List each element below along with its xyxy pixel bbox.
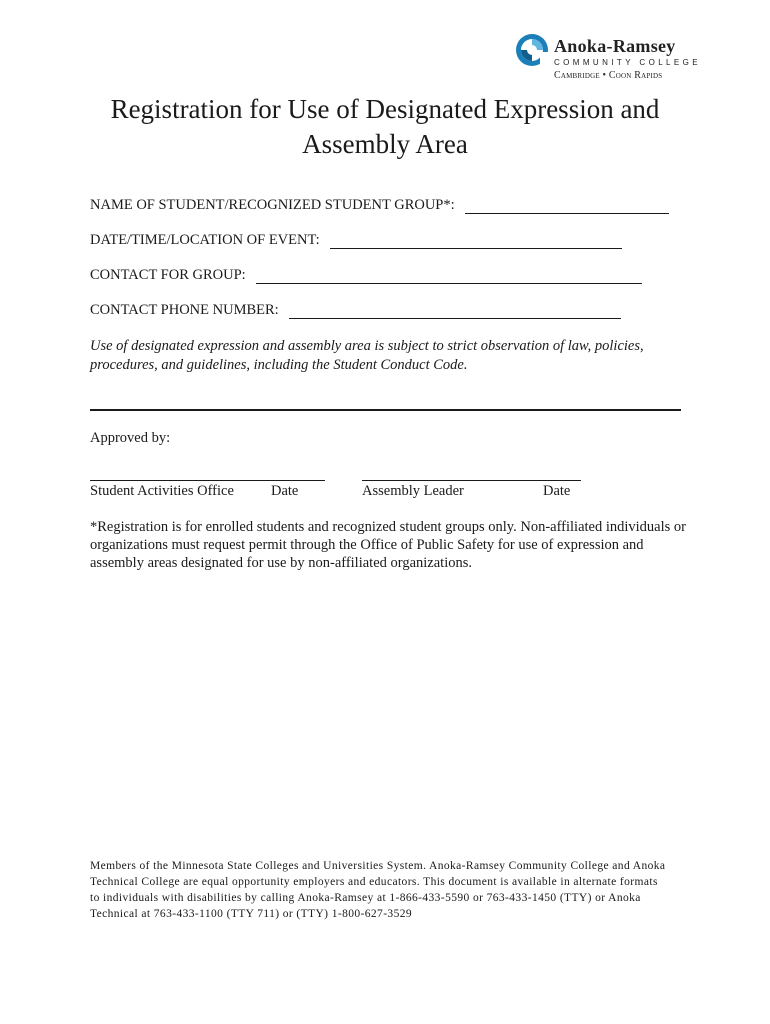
college-logo	[514, 30, 704, 86]
usage-notice: Use of designated expression and assembly area is subject to strict observation of law, policies, procedures, and guidelines, including the Student Conduct Code.	[90, 338, 644, 373]
phone-field-blank[interactable]	[289, 304, 621, 319]
signature-date-label-2: Date	[543, 483, 571, 499]
logo-subtitle: COMMUNITY COLLEGE	[554, 58, 701, 67]
section-divider	[90, 409, 681, 411]
college-logo-mark-icon	[514, 32, 550, 68]
contact-field-label: CONTACT FOR GROUP:	[90, 267, 246, 283]
contact-field	[90, 267, 642, 284]
title-line-2: Assembly Area	[302, 129, 468, 159]
logo-campuses: Cambridge • Coon Rapids	[554, 70, 663, 81]
event-field-label: DATE/TIME/LOCATION OF EVENT:	[90, 232, 320, 248]
event-field	[90, 232, 622, 249]
page-footer: Members of the Minnesota State Colleges and Universities System. Anoka-Ramsey Community College and Anoka Technical College are equal opportunity employers and educators. This document is available in alternate formats to individuals with disabilities by calling Anoka-Ramsey at 1-866-433-5590 or 763-433-1450 (TTY) or Anoka Technical at 763-433-1100 (TTY 711) or (TTY) 1-800-627-3529	[90, 860, 666, 920]
signature-date-label-1: Date	[271, 483, 299, 499]
assembly-leader-label: Assembly Leader	[362, 483, 464, 499]
event-field-blank[interactable]	[330, 234, 622, 249]
name-field-blank[interactable]	[465, 199, 669, 214]
contact-field-blank[interactable]	[256, 269, 642, 284]
page-title	[0, 92, 770, 162]
logo-college-name: Anoka-Ramsey	[554, 36, 676, 56]
student-activities-office-label: Student Activities Office	[90, 483, 234, 499]
assembly-leader-signature-line[interactable]	[362, 480, 581, 481]
title-line-1: Registration for Use of Designated Expression and	[110, 94, 660, 124]
registration-footnote: *Registration is for enrolled students and recognized student groups only. Non-affiliated individuals or organizations must request permit through the Office of Public Safety for use of expression and assembly areas designated for use by non-affiliated organizations.	[90, 519, 686, 571]
phone-field-label: CONTACT PHONE NUMBER:	[90, 302, 279, 318]
name-field-label: NAME OF STUDENT/RECOGNIZED STUDENT GROUP*:	[90, 197, 455, 213]
approved-by-label: Approved by:	[90, 430, 171, 446]
name-field	[90, 197, 669, 214]
phone-field	[90, 302, 621, 319]
student-activities-signature-line[interactable]	[90, 480, 325, 481]
